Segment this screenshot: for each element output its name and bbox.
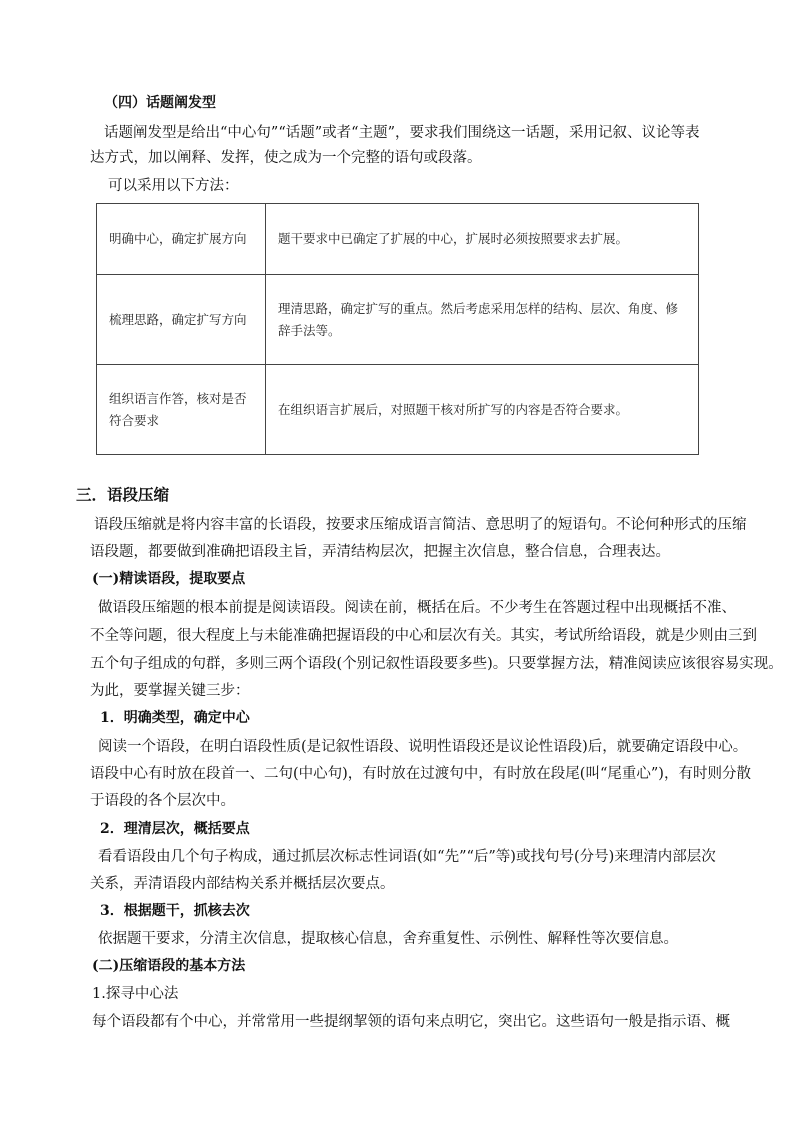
table-row (97, 365, 699, 455)
paragraph-line: 关系，弄清语段内部结构关系并概括层次要点。 (90, 876, 395, 892)
step-heading: 3．根据题干，抓核去次 (100, 903, 250, 919)
paragraph-line: 每个语段都有个中心，并常常用一些提纲挈领的语句来点明它，突出它。这些语句一般是指示语、概 (92, 1014, 730, 1030)
table-row (97, 275, 699, 365)
subheading: (一)精读语段，提取要点 (92, 571, 246, 587)
paragraph-line: 阅读一个语段，在明白语段性质(是记叙性语段、说明性语段还是议论性语段)后，就要确定语段中心。 (98, 739, 748, 755)
method-heading: 1.探寻中心法 (92, 986, 179, 1002)
paragraph-line: 语段中心有时放在段首一、二句(中心句)，有时放在过渡句中，有时放在段尾(叫“尾重心”)，有时则分散 (90, 766, 751, 782)
table-cell-method: 明确中心，确定扩展方向 (97, 204, 266, 275)
paragraph-line: 做语段压缩题的根本前提是阅读语段。阅读在前，概括在后。不少考生在答题过程中出现概括不准、 (98, 600, 736, 616)
paragraph-line: 依据题干要求，分清主次信息，提取核心信息，舍弃重复性、示例性、解释性等次要信息。 (98, 931, 678, 947)
section-heading-passage-compression: 三．语段压缩 (76, 485, 170, 504)
table-cell-description: 题干要求中已确定了扩展的中心，扩展时必须按照要求去扩展。 (266, 204, 699, 275)
paragraph-line: 看看语段由几个句子构成，通过抓层次标志性词语(如“先”“后”等)或找句号(分号)来理清内部层次 (98, 849, 716, 865)
paragraph-line: 达方式，加以阐释、发挥，使之成为一个完整的语句或段落。 (90, 150, 482, 166)
table-row (97, 204, 699, 275)
paragraph-line: 五个句子组成的句群，多则三两个语段(个别记叙性语段要多些)。只要掌握方法，精准阅读应该很容易实现。 (90, 656, 783, 672)
paragraph-line: 语段压缩就是将内容丰富的长语段，按要求压缩成语言简洁、意思明了的短语句。不论何种形式的压缩 (94, 517, 747, 533)
step-heading: 2．理清层次，概括要点 (100, 821, 250, 837)
subheading: (二)压缩语段的基本方法 (92, 958, 246, 974)
paragraph-line: 语段题，都要做到准确把语段主旨，弄清结构层次，把握主次信息，整合信息，合理表达。 (90, 544, 670, 560)
methods-table (96, 203, 699, 455)
paragraph-line: 话题阐发型是给出“中心句”“话题”或者“主题”，要求我们围绕这一话题，采用记叙、议论等表 (104, 125, 700, 141)
paragraph-line: 可以采用以下方法： (108, 178, 239, 194)
table-cell-method: 组织语言作答，核对是否符合要求 (97, 365, 266, 455)
table-cell-description: 理清思路，确定扩写的重点。然后考虑采用怎样的结构、层次、角度、修辞手法等。 (266, 275, 699, 365)
table-cell-description: 在组织语言扩展后，对照题干核对所扩写的内容是否符合要求。 (266, 365, 699, 455)
section-heading-topic-elaboration: （四）话题阐发型 (104, 95, 216, 111)
paragraph-line: 为此，要掌握关键三步： (90, 683, 250, 699)
table-cell-method: 梳理思路，确定扩写方向 (97, 275, 266, 365)
step-heading: 1．明确类型，确定中心 (100, 710, 250, 726)
paragraph-line: 于语段的各个层次中。 (90, 793, 235, 809)
paragraph-line: 不全等问题，很大程度上与未能准确把握语段的中心和层次有关。其实，考试所给语段，就是少则由三到 (90, 628, 757, 644)
